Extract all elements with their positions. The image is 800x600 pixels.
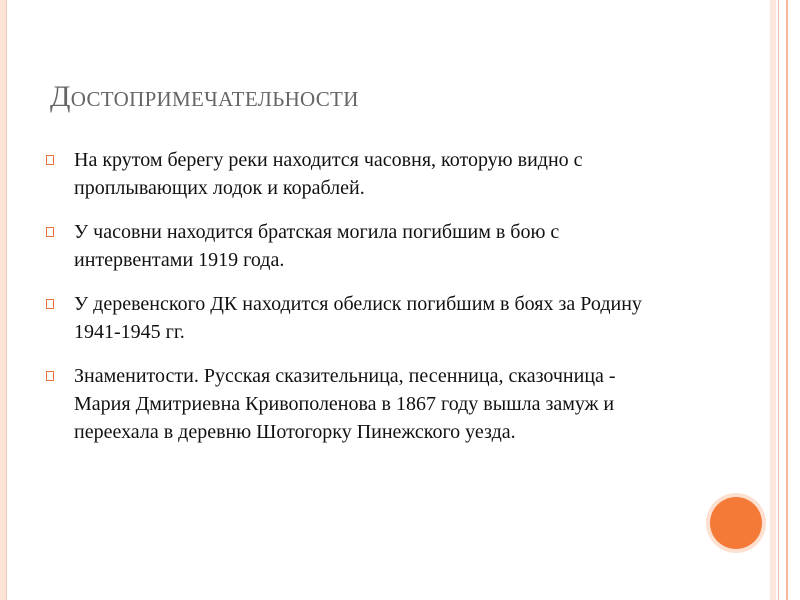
list-item (44, 218, 664, 274)
bullet-icon (46, 299, 54, 309)
list-item-text: На крутом берегу реки находится часовня, которую видно с проплывающих лодок и кораблей. (74, 149, 583, 199)
right-border-line-outer (786, 0, 788, 600)
list-item (44, 290, 664, 346)
list-item (44, 362, 664, 446)
slide-title: Достопримечательности (50, 80, 359, 113)
list-item-text: Знаменитости. Русская сказительница, песенница, сказочница - Мария Дмитриевна Кривополенова в 1867 году вышла замуж и переехала в деревню Шотогорку Пинежского уезда. (74, 365, 616, 443)
list-item-text: У часовни находится братская могила погибшим в бою с интервентами 1919 года. (74, 221, 560, 271)
list-item-text: У деревенского ДК находится обелиск погибшим в боях за Родину 1941-1945 гг. (74, 293, 642, 343)
right-border-line-inner (778, 0, 779, 600)
bullet-icon (46, 227, 54, 237)
bullet-icon (46, 155, 54, 165)
list-item (44, 146, 664, 202)
left-border-decoration (0, 0, 7, 600)
bullet-list (44, 146, 664, 462)
bullet-icon (46, 371, 54, 381)
right-border-band (770, 0, 776, 600)
decorative-circle (710, 497, 762, 549)
